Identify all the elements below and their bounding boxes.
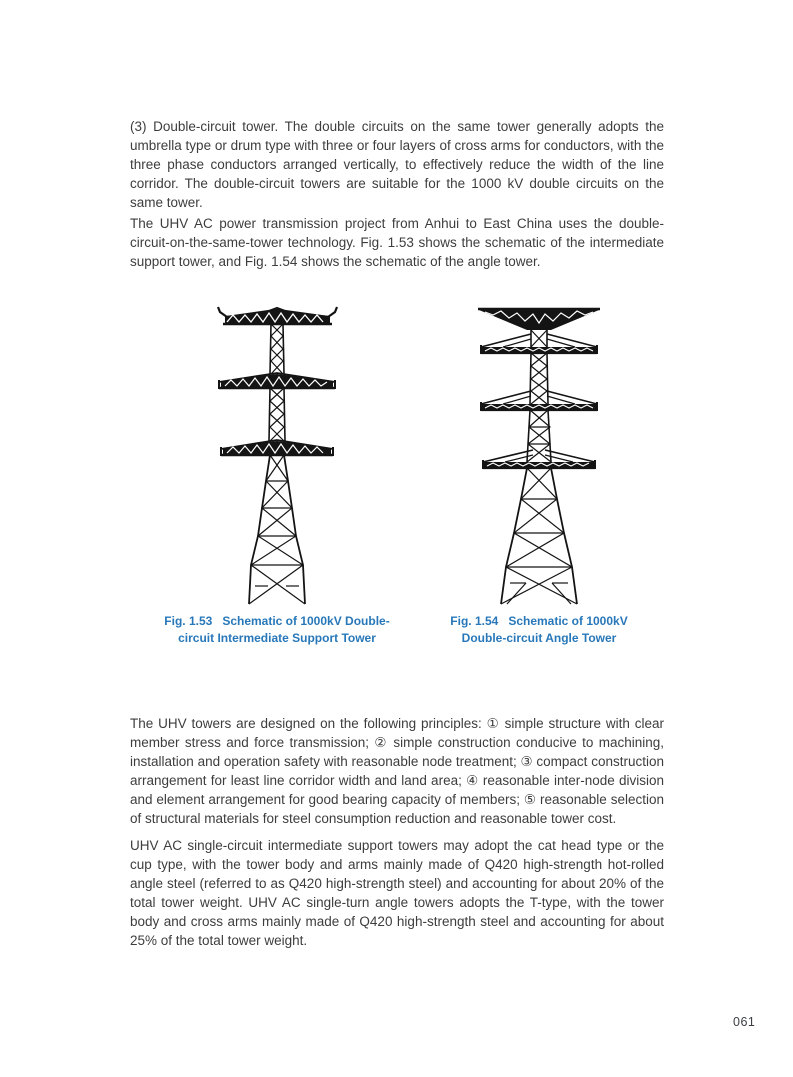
figure-1-53 bbox=[150, 303, 404, 647]
figure-1-54 bbox=[412, 303, 666, 647]
paragraph-single-circuit-towers: UHV AC single-circuit intermediate support towers may adopt the cat head type or the cup type, with the tower body and arms mainly made of Q420 high-strength hot-rolled angle steel (referred to as Q420 high-strength steel) and accounting for about 20% of the total tower weight. UHV AC single-turn angle towers adopts the T-type, with the tower body and cross arms mainly made of Q420 high-strength steel and accounting for about 25% of the total tower weight. bbox=[130, 837, 664, 948]
paragraph-design-principles: The UHV towers are designed on the following principles: ① simple structure with clear member stress and force transmission; ② simple construction conducive to machining, installation and operation safety with reasonable node treatment; ③ compact construction arrangement for least line corridor width and land area; ④ reasonable inter-node division and element arrangement for good bearing capacity of members; ⑤ reasonable selection of structural materials for steel consumption reduction and reasonable tower cost. bbox=[130, 715, 664, 826]
figure-1-53-caption: Fig. 1.53 Schematic of 1000kV Double- circuit Intermediate Support Tower bbox=[164, 614, 390, 645]
angle-tower-drawing bbox=[477, 303, 601, 605]
page-number: 061 bbox=[733, 1015, 756, 1029]
paragraph-double-circuit-tower: (3) Double-circuit tower. The double circuits on the same tower generally adopts the umbrella type or drum type with three or four layers of cross arms for conductors, with the three phase conductors arranged vertically, to effectively reduce the width of the line corridor. The double-circuit towers are suitable for the 1000 kV double circuits on the same tower. bbox=[130, 118, 664, 210]
figure-1-53-label: Fig. 1.53 bbox=[164, 614, 213, 628]
figure-1-54-caption: Fig. 1.54 Schematic of 1000kV Double-circuit Angle Tower bbox=[450, 614, 628, 645]
intermediate-support-tower-drawing bbox=[215, 303, 340, 605]
figure-1-54-label: Fig. 1.54 bbox=[450, 614, 499, 628]
paragraph-anhui-project: The UHV AC power transmission project from Anhui to East China uses the double-circuit-on-the-same-tower technology. Fig. 1.53 shows the schematic of the intermediate support tower, and Fig. 1.54 shows the schematic of the angle tower. bbox=[130, 215, 664, 269]
